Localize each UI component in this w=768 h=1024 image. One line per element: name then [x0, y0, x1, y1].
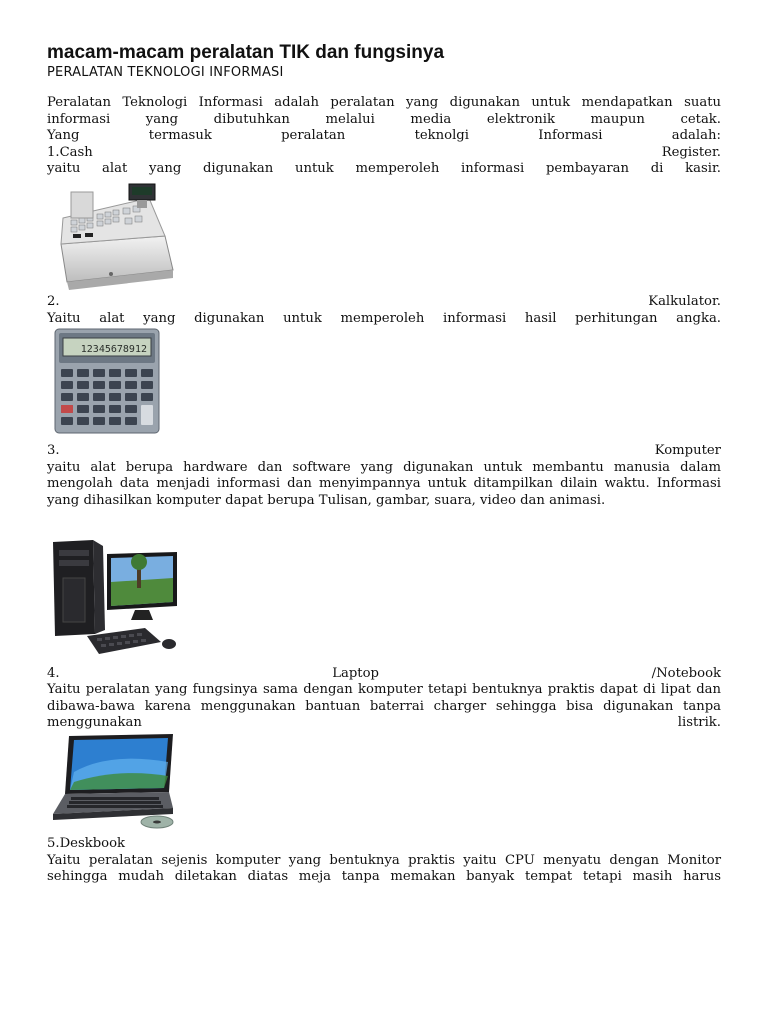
item-2-description: Yaitu alat yang digunakan untuk memperoleh informasi hasil perhitungan angka. [47, 310, 721, 326]
item-name: Register. [661, 144, 721, 160]
intro-word: Informasi [538, 128, 603, 144]
item-5-description: Yaitu peralatan sejenis komputer yang bentuknya praktis yaitu CPU menyatu dengan Monitor sehingga mudah diletakan diatas meja tanpa memakan banyak tempat tetapi masih harus [47, 852, 721, 885]
intro-word: Yang [47, 128, 80, 144]
item-name: Komputer [654, 443, 721, 459]
intro-word: peralatan [281, 128, 346, 144]
item-number: 2. [47, 293, 60, 309]
description-word: listrik. [677, 715, 721, 731]
computer-image [49, 538, 181, 660]
item-5-heading: 5.Deskbook [47, 835, 126, 851]
calculator-display: 12345678912 [80, 344, 147, 356]
item-name: Laptop [332, 665, 379, 681]
intro-word: termasuk [148, 128, 212, 144]
item-number: 4. [47, 665, 60, 681]
item-number: 3. [47, 443, 60, 459]
document-page [47, 42, 721, 886]
item-name-extra: /Notebook [651, 665, 721, 681]
laptop-image [49, 732, 179, 832]
calculator-image [53, 327, 163, 437]
description-word: menggunakan [47, 715, 142, 731]
item-3-heading [47, 443, 721, 460]
item-4-description: Yaitu peralatan yang fungsinya sama dengan komputer tetapi bentuknya praktis dapat di lipat dan dibawa-bawa karena menggunakan bantuan baterrai charger sehingga bisa digunakan tanpa [47, 682, 721, 714]
item-4-heading [47, 666, 721, 683]
item-1-description: yaitu alat yang digunakan untuk memperoleh informasi pembayaran di kasir. [47, 161, 721, 177]
page-title: macam-macam peralatan TIK dan fungsinya [47, 42, 445, 63]
cash-register-image [53, 178, 179, 290]
intro-word: adalah: [671, 128, 721, 144]
page-subtitle: PERALATAN TEKNOLOGI INFORMASI [47, 65, 284, 80]
item-2-heading [47, 294, 721, 311]
intro-word: teknolgi [414, 128, 469, 144]
item-name: Kalkulator. [648, 293, 721, 309]
item-number: 1.Cash [47, 144, 93, 160]
item-3-description: yaitu alat berupa hardware dan software yang digunakan untuk membantu manusia dalam mengolah data menjadi informasi dan menyimpannya untuk ditampilkan dilain waktu. Informasi yang dihasilkan komputer dapat berupa Tulisan, gambar, suara, video dan animasi. [47, 459, 721, 508]
item-4-description-last-line [47, 715, 721, 732]
intro-line-3 [47, 128, 721, 145]
intro-line-2: informasi yang dibutuhkan melalui media elektronik maupun cetak. [47, 111, 721, 127]
intro-line-1: Peralatan Teknologi Informasi adalah peralatan yang digunakan untuk mendapatkan suatu [47, 95, 721, 110]
item-1-heading [47, 145, 721, 162]
